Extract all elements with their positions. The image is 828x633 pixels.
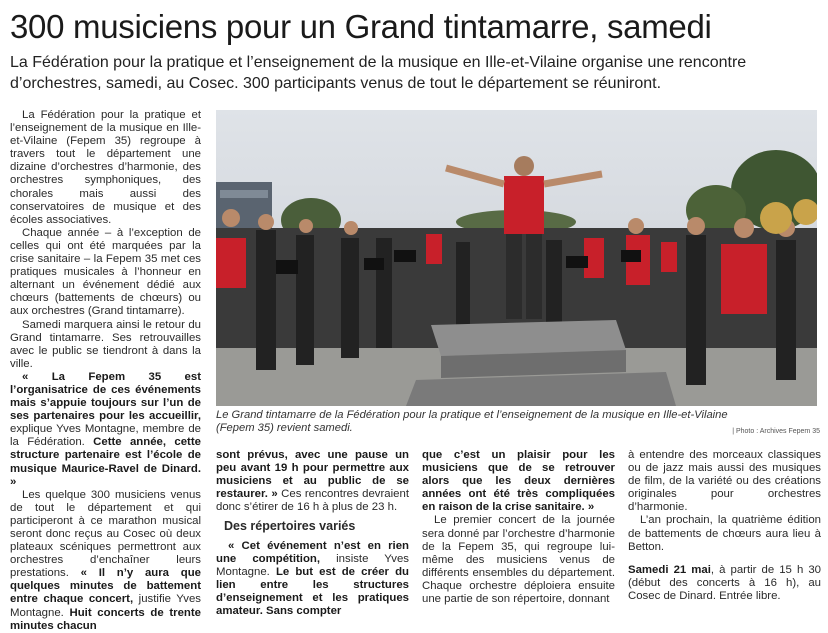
paragraph: Chaque année – à l’exception de celles qui ont été marquées par la crise sanitaire – la Fepem 35 met ces pratiques musicales à l’honneur en alternant un événement dédié aux chœurs (battements de chœurs) ou aux orchestres (Grand tintamarre). xyxy=(10,226,201,318)
column-1 xyxy=(10,109,201,633)
photo-orchestra xyxy=(216,110,817,406)
event-date: Samedi 21 mai xyxy=(628,563,711,576)
paragraph: La Fédération pour la pratique et l’enseignement de la musique en Ille-et-Vilaine (Fepem 35) regroupe à travers tout le département une dizaine d’orchestres d’harmonie, des orchestres symphoniques, des chorales mais aussi des conservatoires de musique et des écoles associatives. xyxy=(10,109,201,226)
quote: que c’est un plaisir pour les musiciens que de se retrouver alors que les deux dernières années ont été très compliquées en raison de la crise sanitaire. » xyxy=(422,449,615,514)
headline: 300 musiciens pour un Grand tintamarre, samedi xyxy=(10,8,712,45)
quote: « Il n’y aura que quelques minutes de battement entre chaque concert, xyxy=(10,567,201,606)
text: justifie Yves Montagne. xyxy=(10,593,202,619)
paragraph: L’an prochain, la quatrième édition de battements de chœurs aura lieu à Betton. xyxy=(628,514,821,553)
paragraph: à entendre des morceaux classiques ou de jazz mais aussi des musiques de film, de la variété ou des créations originales pour orchestres d’harmonie. xyxy=(628,449,821,514)
quote: « Cet événement n’est en rien une compétition, xyxy=(216,539,409,565)
text: Ces rencontres devraient donc s’étirer de 16 h à plus de 23 h. xyxy=(216,488,409,514)
paragraph: Le premier concert de la journée sera donné par l’orchestre d’harmonie de la Fepem 35, qui regroupe lui-même des musiciens venus de différents ensembles du département. Chaque orchestre déploiera ensuite une partie de son répertoire, donnant xyxy=(422,514,615,606)
photo-credit: | Photo : Archives Fepem 35 xyxy=(732,428,820,435)
column-3 xyxy=(422,449,615,606)
column-4 xyxy=(628,449,821,603)
text: explique Yves Montagne, membre de la Fédération. xyxy=(10,423,201,449)
text: , à partir de 15 h 30 (début des concerts à 16 h), au Cosec de Dinard. Entrée libre. xyxy=(628,563,821,602)
subheading: Des répertoires variés xyxy=(224,519,356,534)
photo-caption: Le Grand tintamarre de la Fédération pour la pratique et l’enseignement de la musique en Ille-et-Vilaine (Fepem 35) revient samedi. xyxy=(216,409,728,434)
paragraph xyxy=(628,564,821,603)
text: Les quelque 300 musiciens venus de tout le département et qui participeront à ce marathon musical seront donc reçus au Cosec où deux plateaux scéniques permettront aux orchestres d’enchaîner leurs prestations. xyxy=(10,488,201,580)
quote: sont prévus, avec une pause un peu avant 19 h pour permettre aux musiciens et au public de se restaurer. » xyxy=(216,449,409,501)
paragraph: Samedi marquera ainsi le retour du Grand tintamarre. Ses retrouvailles avec le public se tiendront à dans la ville. xyxy=(10,318,201,370)
quote: Cette année, cette structure partenaire est l’école de musique Maurice-Ravel de Dinard. » xyxy=(10,436,201,488)
text: insiste Yves Montagne. xyxy=(216,552,409,578)
paragraph xyxy=(10,489,201,633)
paragraph xyxy=(422,449,615,514)
paragraph xyxy=(216,449,409,514)
paragraph xyxy=(216,540,409,619)
quote: « La Fepem 35 est l’organisatrice de ces événements mais s’appuie toujours sur l’un de ses partenaires pour les accueillir, xyxy=(10,370,201,423)
column-2 xyxy=(216,449,409,618)
photo-illustration xyxy=(216,110,817,406)
standfirst: La Fédération pour la pratique et l’enseignement de la musique en Ille-et-Vilaine organise une rencontre d’orchestres, samedi, au Cosec. 300 participants venus de tout le département se réuniront. xyxy=(10,54,747,92)
quote: Huit concerts de trente minutes chacun xyxy=(10,606,201,632)
paragraph xyxy=(10,371,201,489)
quote: Le but est de créer du lien entre les structures d’enseignement et les pratiques amateur. Sans compter xyxy=(216,565,409,618)
